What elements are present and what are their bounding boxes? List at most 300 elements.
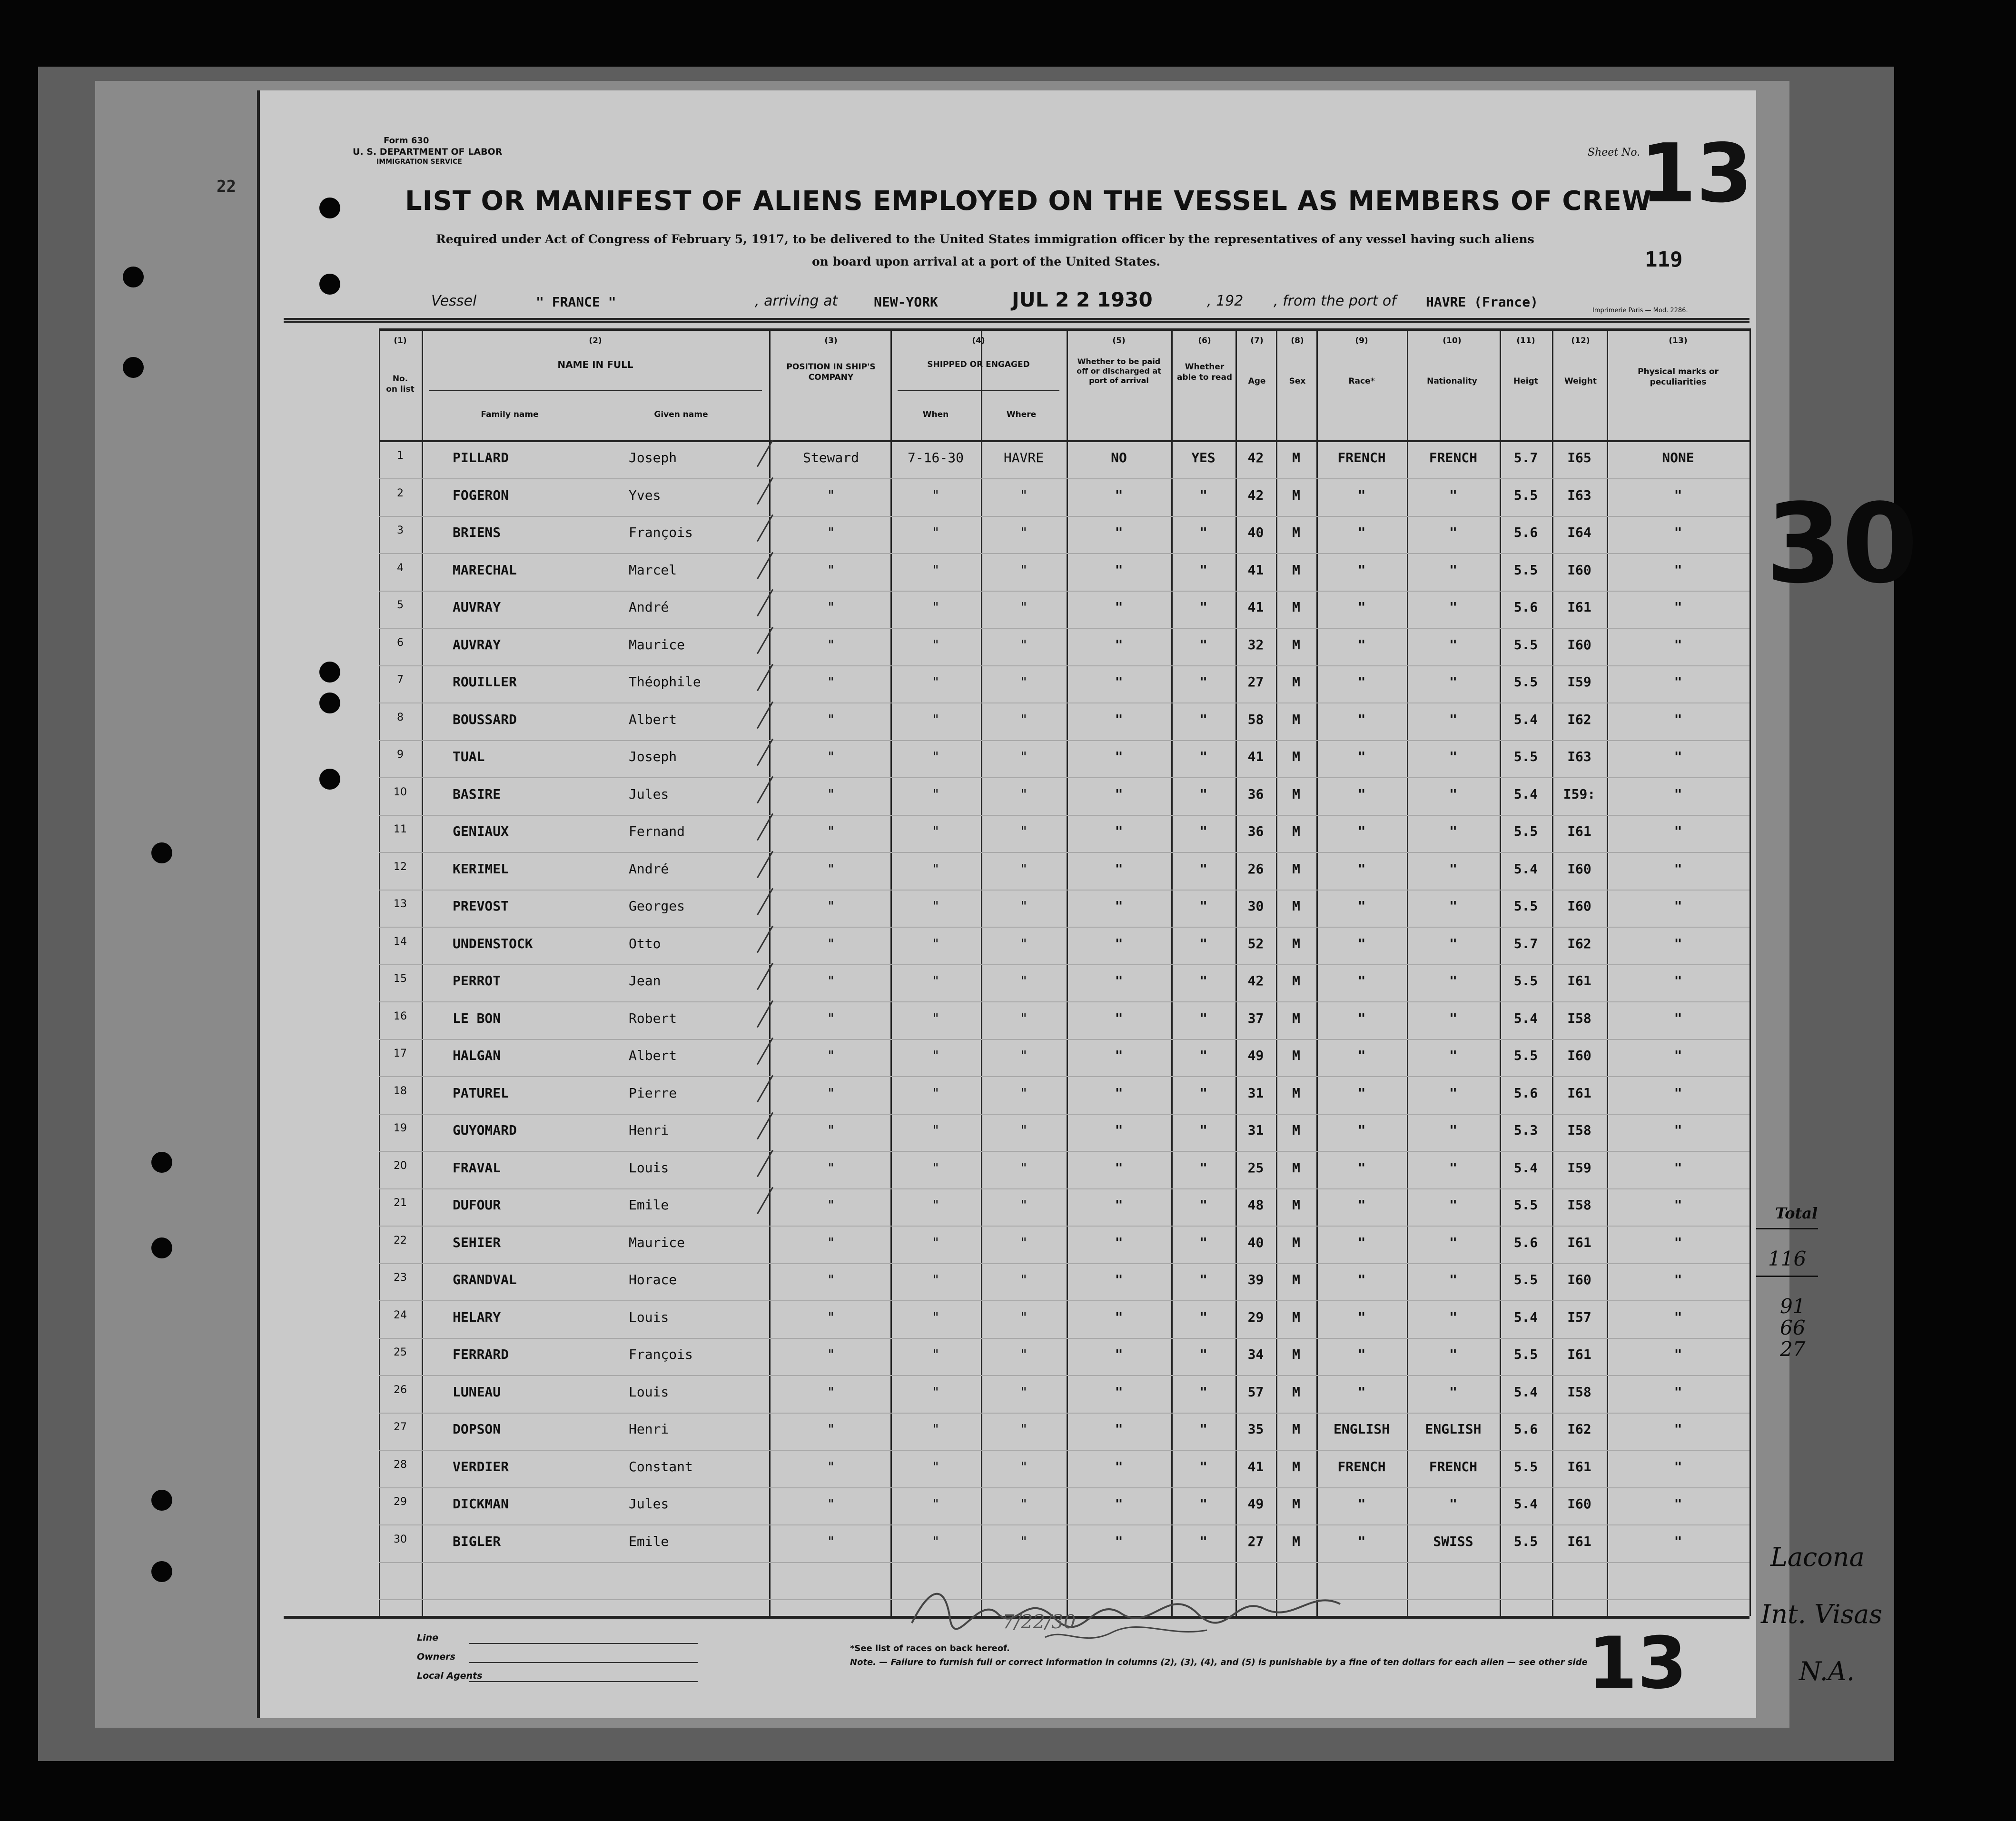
cell-marks: " [1674, 1458, 1682, 1475]
cell-sex: M [1292, 562, 1300, 578]
cell-paid-off: " [1115, 1122, 1123, 1138]
col-position: POSITION IN SHIP'S COMPANY [786, 362, 876, 382]
cell-read: " [1199, 1346, 1207, 1362]
cell-given: Emile [629, 1197, 669, 1213]
cell-family: HALGAN [453, 1048, 501, 1063]
row-rule [379, 740, 1749, 741]
cell-weight: I58 [1567, 1197, 1591, 1213]
cell-sex: M [1292, 973, 1300, 989]
cell-family: BIGLER [453, 1533, 501, 1549]
cell-sex: M [1292, 1496, 1300, 1512]
cell-nationality: " [1449, 1197, 1457, 1213]
cell-height: 5.6 [1513, 1234, 1538, 1250]
cell-where: " [1019, 786, 1028, 802]
binder-hole [151, 842, 172, 863]
cell-marks: " [1674, 1346, 1682, 1362]
cell-given: Albert [629, 711, 677, 727]
cell-race: " [1357, 1122, 1366, 1138]
cell-marks: " [1674, 487, 1682, 503]
cell-sex: M [1292, 1010, 1300, 1026]
cell-read: " [1199, 1048, 1207, 1063]
cell-when: " [931, 1496, 940, 1512]
cell-height: 5.7 [1513, 450, 1538, 465]
cell-marks: " [1674, 1048, 1682, 1063]
cell-sex: M [1292, 1122, 1300, 1138]
cell-weight: I63 [1567, 749, 1591, 764]
cell-read: " [1199, 898, 1207, 914]
cell-height: 5.4 [1513, 1159, 1538, 1176]
row-rule [379, 1076, 1749, 1077]
cell-given: Emile [629, 1533, 669, 1549]
cell-position: " [827, 1309, 835, 1325]
tally-value: 116 [1768, 1247, 1807, 1270]
cell-age: 52 [1247, 935, 1264, 951]
cell-where: " [1019, 1234, 1028, 1250]
cell-given: Maurice [629, 636, 685, 653]
cell-position: " [827, 487, 835, 503]
cell-read: " [1199, 711, 1207, 727]
cell-nationality: SWISS [1433, 1533, 1473, 1549]
cell-age: 39 [1247, 1272, 1264, 1287]
cell-sex: M [1292, 749, 1300, 764]
cell-race: " [1357, 1309, 1366, 1325]
cell-where: " [1019, 562, 1028, 578]
cell-nationality: " [1449, 525, 1457, 540]
cell-sex: M [1292, 711, 1300, 727]
cell-race: " [1357, 562, 1366, 578]
cell-marks: " [1674, 1010, 1682, 1026]
cell-where: " [1019, 1272, 1028, 1287]
cell-when: " [931, 898, 940, 914]
cell-height: 5.4 [1513, 711, 1538, 727]
cell-sex: M [1292, 1234, 1300, 1250]
cell-weight: I62 [1567, 1421, 1591, 1437]
cell-where: " [1019, 599, 1028, 615]
cell-marks: " [1674, 786, 1682, 802]
row-rule [379, 516, 1749, 517]
cell-where: " [1019, 1346, 1028, 1362]
cell-height: 5.7 [1513, 935, 1538, 951]
cell-no: 10 [394, 786, 407, 798]
cell-weight: I60 [1567, 636, 1591, 653]
cell-position: " [827, 674, 835, 690]
cell-race: " [1357, 973, 1366, 989]
cell-position: " [827, 562, 835, 578]
cell-race: " [1357, 1010, 1366, 1026]
cell-given: Marcel [629, 562, 677, 578]
cell-read: " [1199, 674, 1207, 690]
cell-nationality: " [1449, 1309, 1457, 1325]
cell-race: " [1357, 1346, 1366, 1362]
cell-position: " [827, 1421, 835, 1437]
cell-weight: I63 [1567, 487, 1591, 503]
cell-family: VERDIER [453, 1458, 509, 1475]
cell-height: 5.4 [1513, 1010, 1538, 1026]
cell-position: " [827, 1346, 835, 1362]
cell-given: Joseph [629, 749, 677, 764]
cell-marks: " [1674, 1272, 1682, 1287]
cell-no: 1 [397, 450, 404, 462]
vessel-label: Vessel [431, 293, 477, 309]
cell-no: 9 [397, 749, 404, 761]
cell-family: LUNEAU [453, 1384, 501, 1400]
cell-paid-off: " [1115, 1309, 1123, 1325]
cell-read: " [1199, 1010, 1207, 1026]
cell-marks: " [1674, 1159, 1682, 1176]
cell-given: Jules [629, 1496, 669, 1512]
cell-age: 32 [1247, 636, 1264, 653]
cell-race: " [1357, 861, 1366, 877]
year-label: , 192 [1207, 293, 1244, 309]
arrival-port: NEW-YORK [874, 294, 938, 310]
cell-nationality: " [1449, 562, 1457, 578]
cell-nationality: " [1449, 487, 1457, 503]
cell-no: 12 [394, 861, 407, 873]
cell-paid-off: " [1115, 711, 1123, 727]
cell-read: " [1199, 786, 1207, 802]
cell-weight: I59 [1567, 674, 1591, 690]
cell-read: " [1199, 1085, 1207, 1101]
cell-height: 5.5 [1513, 823, 1538, 839]
cell-race: " [1357, 898, 1366, 914]
col-name-in-full: NAME IN FULL [557, 359, 633, 370]
cell-when: " [931, 786, 940, 802]
cell-age: 37 [1247, 1010, 1264, 1026]
cell-height: 5.4 [1513, 1384, 1538, 1400]
cell-paid-off: " [1115, 562, 1123, 578]
cell-weight: I61 [1567, 973, 1591, 989]
cell-position: " [827, 636, 835, 653]
row-rule [379, 1375, 1749, 1376]
cell-given: François [629, 1346, 693, 1362]
cell-family: AUVRAY [453, 599, 501, 615]
col-nationality: Nationality [1427, 376, 1477, 386]
cell-sex: M [1292, 898, 1300, 914]
cell-marks: " [1674, 823, 1682, 839]
cell-no: 29 [394, 1496, 407, 1508]
cell-read: " [1199, 487, 1207, 503]
cell-no: 23 [394, 1272, 407, 1284]
cell-position: " [827, 1533, 835, 1549]
cell-when: " [931, 1533, 940, 1549]
row-rule [379, 815, 1749, 816]
department: U. S. DEPARTMENT OF LABOR [353, 147, 503, 157]
sheet-hole [319, 274, 340, 295]
cell-height: 5.6 [1513, 1085, 1538, 1101]
col11-number: (11) [1516, 336, 1535, 346]
cell-position: " [827, 1048, 835, 1063]
cell-given: Louis [629, 1159, 669, 1176]
cell-read: " [1199, 861, 1207, 877]
cell-sex: M [1292, 861, 1300, 877]
cell-paid-off: " [1115, 525, 1123, 540]
cell-nationality: " [1449, 898, 1457, 914]
cell-family: SEHIER [453, 1234, 501, 1250]
cell-no: 5 [397, 599, 404, 611]
cell-no: 6 [397, 636, 404, 649]
cell-race: " [1357, 711, 1366, 727]
arrival-date-stamp: JUL 2 2 1930 [1012, 288, 1153, 311]
cell-race: FRENCH [1337, 450, 1386, 465]
col-sex: Sex [1289, 376, 1306, 386]
cell-marks: " [1674, 935, 1682, 951]
cell-race: " [1357, 525, 1366, 540]
cell-no: 27 [394, 1421, 407, 1433]
cell-where: HAVRE [1003, 450, 1044, 465]
cell-paid-off: " [1115, 1346, 1123, 1362]
cell-when: " [931, 599, 940, 615]
cell-nationality: FRENCH [1429, 450, 1478, 465]
cell-no: 20 [394, 1159, 407, 1172]
cell-where: " [1019, 1085, 1028, 1101]
cell-height: 5.5 [1513, 973, 1538, 989]
table-header-border [379, 440, 1749, 442]
cell-position: " [827, 1458, 835, 1475]
cell-age: 41 [1247, 599, 1264, 615]
cell-marks: " [1674, 636, 1682, 653]
cell-paid-off: " [1115, 823, 1123, 839]
cell-race: " [1357, 749, 1366, 764]
cell-nationality: " [1449, 1384, 1457, 1400]
handwritten-note: N.A. [1799, 1656, 1855, 1686]
cell-read: " [1199, 749, 1207, 764]
row-rule [379, 1450, 1749, 1451]
cell-marks: " [1674, 1234, 1682, 1250]
cell-family: FOGERON [453, 487, 509, 503]
cell-marks: " [1674, 1384, 1682, 1400]
cell-race: " [1357, 823, 1366, 839]
cell-when: " [931, 525, 940, 540]
cell-position: " [827, 1010, 835, 1026]
cell-paid-off: " [1115, 935, 1123, 951]
row-rule [379, 553, 1749, 554]
cell-weight: I60 [1567, 898, 1591, 914]
binder-hole [151, 1152, 172, 1173]
bottom-sheet-number: 13 [1588, 1622, 1687, 1705]
col13-number: (13) [1669, 336, 1688, 346]
cell-sex: M [1292, 1048, 1300, 1063]
cell-weight: I61 [1567, 1533, 1591, 1549]
cell-given: Louis [629, 1384, 669, 1400]
col-race: Race* [1348, 376, 1375, 386]
cell-nationality: " [1449, 1272, 1457, 1287]
cell-family: PERROT [453, 973, 501, 989]
cell-paid-off: " [1115, 1085, 1123, 1101]
cell-paid-off: " [1115, 1458, 1123, 1475]
cell-when: " [931, 973, 940, 989]
cell-where: " [1019, 1458, 1028, 1475]
cell-where: " [1019, 1496, 1028, 1512]
cell-sex: M [1292, 450, 1300, 465]
cell-height: 5.5 [1513, 1458, 1538, 1475]
col-shipped-engaged: SHIPPED OR ENGAGED [927, 360, 1030, 369]
cell-no: 13 [394, 898, 407, 910]
cell-marks: " [1674, 1085, 1682, 1101]
cell-marks: " [1674, 898, 1682, 914]
cell-no: 24 [394, 1309, 407, 1321]
cell-no: 21 [394, 1197, 407, 1209]
cell-given: Pierre [629, 1085, 677, 1101]
cell-weight: I58 [1567, 1384, 1591, 1400]
row-rule [379, 478, 1749, 479]
cell-when: " [931, 1234, 940, 1250]
sheet-number: 13 [1640, 127, 1753, 221]
cell-where: " [1019, 711, 1028, 727]
cell-sex: M [1292, 1085, 1300, 1101]
cell-weight: I61 [1567, 1234, 1591, 1250]
cell-weight: I58 [1567, 1122, 1591, 1138]
cell-age: 25 [1247, 1159, 1264, 1176]
cell-position: " [827, 749, 835, 764]
subtitle-line2: on board upon arrival at a port of the United States. [812, 255, 1160, 268]
cell-no: 19 [394, 1122, 407, 1134]
cell-paid-off: " [1115, 1384, 1123, 1400]
cell-no: 25 [394, 1346, 407, 1358]
cell-given: Maurice [629, 1234, 685, 1250]
cell-no: 28 [394, 1458, 407, 1471]
cell-marks: " [1674, 1421, 1682, 1437]
cell-given: André [629, 861, 669, 877]
cell-given: Albert [629, 1048, 677, 1063]
cell-height: 5.5 [1513, 1048, 1538, 1063]
cell-race: " [1357, 1533, 1366, 1549]
cell-age: 48 [1247, 1197, 1264, 1213]
cell-height: 5.5 [1513, 749, 1538, 764]
cell-read: " [1199, 935, 1207, 951]
cell-nationality: " [1449, 1048, 1457, 1063]
binder-hole [151, 1561, 172, 1582]
cell-when: " [931, 1309, 940, 1325]
cell-weight: I61 [1567, 599, 1591, 615]
cell-when: " [931, 1085, 940, 1101]
cell-marks: " [1674, 525, 1682, 540]
cell-paid-off: " [1115, 786, 1123, 802]
row-rule [379, 1001, 1749, 1002]
col4-number: (4) [972, 336, 985, 346]
row-rule [379, 1487, 1749, 1488]
cell-height: 5.5 [1513, 674, 1538, 690]
cell-marks: " [1674, 674, 1682, 690]
cell-family: DOPSON [453, 1421, 501, 1437]
cell-sex: M [1292, 1159, 1300, 1176]
cell-position: " [827, 1272, 835, 1287]
cell-race: FRENCH [1337, 1458, 1386, 1475]
col2-number: (2) [589, 336, 602, 346]
cell-marks: " [1674, 1197, 1682, 1213]
cell-read: " [1199, 1533, 1207, 1549]
cell-when: " [931, 1048, 940, 1063]
cell-no: 11 [394, 823, 407, 835]
row-rule [379, 1263, 1749, 1264]
cell-nationality: " [1449, 823, 1457, 839]
cell-weight: I61 [1567, 1346, 1591, 1362]
cell-marks: " [1674, 562, 1682, 578]
cell-sex: M [1292, 786, 1300, 802]
owners-label: Owners [417, 1652, 455, 1662]
cell-race: " [1357, 786, 1366, 802]
col10-number: (10) [1443, 336, 1462, 346]
cell-paid-off: NO [1111, 450, 1127, 465]
cell-where: " [1019, 674, 1028, 690]
cell-race: " [1357, 1197, 1366, 1213]
cell-age: 34 [1247, 1346, 1264, 1362]
cell-marks: " [1674, 599, 1682, 615]
cell-sex: M [1292, 1533, 1300, 1549]
row-rule [379, 628, 1749, 629]
cell-when: " [931, 1458, 940, 1475]
cell-when: " [931, 636, 940, 653]
margin-number: 22 [217, 177, 236, 196]
cell-family: UNDENSTOCK [453, 935, 533, 951]
col-where: Where [1006, 410, 1037, 419]
cell-when: " [931, 1421, 940, 1437]
printer-mark: Imprimerie Paris — Mod. 2286. [1592, 307, 1688, 314]
tally-label: Total [1775, 1204, 1818, 1222]
cell-nationality: " [1449, 711, 1457, 727]
cell-height: 5.5 [1513, 898, 1538, 914]
cell-marks: " [1674, 1122, 1682, 1138]
cell-position: Steward [802, 450, 859, 465]
cell-where: " [1019, 1122, 1028, 1138]
sheet-hole [319, 198, 340, 218]
cell-race: ENGLISH [1333, 1421, 1390, 1437]
cell-no: 17 [394, 1048, 407, 1059]
cell-weight: I60 [1567, 861, 1591, 877]
cell-height: 5.5 [1513, 487, 1538, 503]
col5-number: (5) [1112, 336, 1126, 346]
cell-no: 7 [397, 674, 404, 686]
header-rule [284, 318, 1749, 320]
col-age: Age [1248, 376, 1266, 386]
cell-read: " [1199, 1309, 1207, 1325]
cell-age: 31 [1247, 1085, 1264, 1101]
cell-when: " [931, 1384, 940, 1400]
races-note: *See list of races on back hereof. [850, 1643, 1010, 1653]
cell-height: 5.5 [1513, 562, 1538, 578]
cell-nationality: " [1449, 599, 1457, 615]
cell-where: " [1019, 1421, 1028, 1437]
col3-number: (3) [824, 336, 838, 346]
cell-given: Robert [629, 1010, 677, 1026]
cell-weight: I59: [1563, 786, 1596, 802]
cell-position: " [827, 898, 835, 914]
cell-sex: M [1292, 636, 1300, 653]
cell-age: 31 [1247, 1122, 1264, 1138]
col1-number: (1) [394, 336, 407, 346]
cell-age: 41 [1247, 562, 1264, 578]
cell-height: 5.5 [1513, 1346, 1538, 1362]
cell-weight: I61 [1567, 823, 1591, 839]
cell-marks: " [1674, 1496, 1682, 1512]
cell-where: " [1019, 861, 1028, 877]
cell-age: 42 [1247, 450, 1264, 465]
cell-sex: M [1292, 525, 1300, 540]
cell-age: 42 [1247, 487, 1264, 503]
row-rule [379, 665, 1749, 666]
cell-position: " [827, 1085, 835, 1101]
cell-when: " [931, 935, 940, 951]
cell-where: " [1019, 749, 1028, 764]
cell-position: " [827, 1234, 835, 1250]
service: IMMIGRATION SERVICE [376, 158, 462, 166]
cell-read: " [1199, 1421, 1207, 1437]
cell-weight: I65 [1567, 450, 1591, 465]
cell-where: " [1019, 1309, 1028, 1325]
sheet-hole [319, 693, 340, 713]
cell-position: " [827, 1159, 835, 1176]
cell-nationality: " [1449, 861, 1457, 877]
vessel-name: " FRANCE " [536, 294, 616, 310]
